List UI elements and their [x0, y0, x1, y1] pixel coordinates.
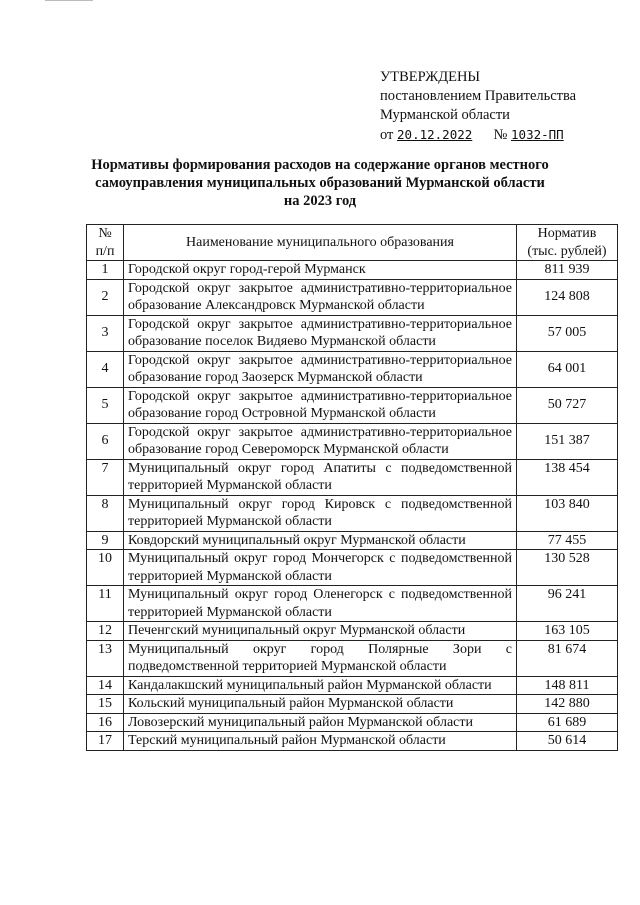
row-value: 163 105	[517, 622, 618, 641]
table-row	[87, 459, 618, 495]
table-header-row	[87, 225, 618, 261]
row-value: 50 727	[517, 387, 618, 423]
approval-decree-line: постановлением Правительства	[380, 88, 577, 104]
row-number: 11	[87, 586, 124, 622]
header-number	[87, 225, 124, 261]
row-name: Ковдорский муниципальный округ Мурманской области	[124, 531, 517, 550]
title-line-1: Нормативы формирования расходов на содержание органов местного	[91, 157, 549, 173]
table-row	[87, 387, 618, 423]
table-row	[87, 261, 618, 280]
approval-date-prefix: от	[380, 127, 394, 143]
row-name: Ловозерский муниципальный район Мурманской области	[124, 713, 517, 732]
row-name: Муниципальный округ город Полярные Зори с подведомственной территорией Мурманской области	[124, 640, 517, 676]
table-row	[87, 676, 618, 695]
row-value: 64 001	[517, 351, 618, 387]
row-value: 81 674	[517, 640, 618, 676]
header-value	[517, 225, 618, 261]
approval-title: УТВЕРЖДЕНЫ	[380, 69, 481, 85]
row-value: 57 005	[517, 315, 618, 351]
table-row	[87, 586, 618, 622]
row-value: 151 387	[517, 423, 618, 459]
table-row	[87, 550, 618, 586]
approval-number: 1032-ПП	[511, 127, 564, 142]
approval-number-prefix: №	[493, 127, 508, 143]
table-body	[87, 261, 618, 751]
row-number: 9	[87, 531, 124, 550]
table-row	[87, 315, 618, 351]
row-name: Печенгский муниципальный округ Мурманской области	[124, 622, 517, 641]
table-row	[87, 279, 618, 315]
approval-date-number-line	[380, 125, 576, 145]
table-row	[87, 640, 618, 676]
row-name: Муниципальный округ город Мончегорск с подведомственной территорией Мурманской области	[124, 550, 517, 586]
table-row	[87, 531, 618, 550]
title-line-2: самоуправления муниципальных образований Мурманской области	[95, 175, 545, 191]
header-number-sign: №	[98, 226, 112, 241]
row-value: 77 455	[517, 531, 618, 550]
row-name: Городской округ закрытое административно-территориальное образование Александровск Мурманской области	[124, 279, 517, 315]
row-value: 103 840	[517, 495, 618, 531]
row-name: Городской округ закрытое административно-территориальное образование город Островной Мурманской области	[124, 387, 517, 423]
row-number: 15	[87, 695, 124, 714]
row-number: 8	[87, 495, 124, 531]
row-value: 96 241	[517, 586, 618, 622]
row-value: 811 939	[517, 261, 618, 280]
row-number: 5	[87, 387, 124, 423]
row-number: 16	[87, 713, 124, 732]
table-row	[87, 423, 618, 459]
row-value: 130 528	[517, 550, 618, 586]
row-name: Городской округ город-герой Мурманск	[124, 261, 517, 280]
table-row	[87, 695, 618, 714]
header-value-unit: (тыс. рублей)	[527, 243, 607, 259]
row-value: 124 808	[517, 279, 618, 315]
scan-edge-line	[45, 0, 93, 1]
row-name: Терский муниципальный район Мурманской области	[124, 732, 517, 751]
row-number: 14	[87, 676, 124, 695]
header-number-pp: п/п	[95, 243, 115, 259]
row-number: 3	[87, 315, 124, 351]
row-name: Муниципальный округ город Апатиты с подведомственной территорией Мурманской области	[124, 459, 517, 495]
row-name: Городской округ закрытое административно-территориальное образование город Заозерск Мурманской области	[124, 351, 517, 387]
table-row	[87, 495, 618, 531]
approval-block	[380, 68, 576, 145]
table-row	[87, 351, 618, 387]
title-line-3: на 2023 год	[283, 193, 357, 209]
row-value: 61 689	[517, 713, 618, 732]
row-number: 17	[87, 732, 124, 751]
row-value: 148 811	[517, 676, 618, 695]
approval-region-line: Мурманской области	[380, 107, 510, 123]
row-number: 4	[87, 351, 124, 387]
row-name: Кандалакшский муниципальный район Мурманской области	[124, 676, 517, 695]
header-value-title: Норматив	[537, 226, 597, 241]
table-row	[87, 713, 618, 732]
row-value: 138 454	[517, 459, 618, 495]
row-number: 12	[87, 622, 124, 641]
row-number: 6	[87, 423, 124, 459]
header-name: Наименование муниципального образования	[124, 225, 517, 261]
row-value: 142 880	[517, 695, 618, 714]
row-name: Городской округ закрытое административно-территориальное образование поселок Видяево Мурманской области	[124, 315, 517, 351]
row-number: 2	[87, 279, 124, 315]
row-number: 10	[87, 550, 124, 586]
approval-date: 20.12.2022	[397, 127, 473, 142]
norms-table	[86, 224, 618, 751]
row-name: Муниципальный округ город Оленегорск с подведомственной территорией Мурманской области	[124, 586, 517, 622]
row-name: Городской округ закрытое административно-территориальное образование город Североморск Мурманской области	[124, 423, 517, 459]
row-number: 1	[87, 261, 124, 280]
table-row	[87, 622, 618, 641]
table-row	[87, 732, 618, 751]
row-name: Муниципальный округ город Кировск с подведомственной территорией Мурманской области	[124, 495, 517, 531]
document-title	[80, 156, 560, 210]
row-number: 13	[87, 640, 124, 676]
row-name: Кольский муниципальный район Мурманской области	[124, 695, 517, 714]
row-number: 7	[87, 459, 124, 495]
row-value: 50 614	[517, 732, 618, 751]
